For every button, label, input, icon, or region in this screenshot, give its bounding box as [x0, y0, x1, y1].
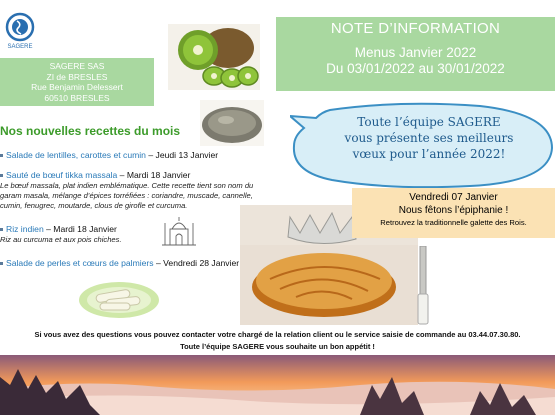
company-address-box: [0, 58, 154, 106]
company-city: 60510 BRESLES: [44, 92, 110, 103]
palm-hearts-image: [78, 270, 160, 322]
section-title: Nos nouvelles recettes du mois: [0, 124, 181, 138]
recipe-date: – Jeudi 13 Janvier: [145, 150, 219, 160]
svg-text:SAGERE: SAGERE: [7, 44, 33, 50]
recipe-name: Riz indien: [6, 224, 44, 234]
footer-greeting: Toute l’équipe SAGERE vous souhaite un bon appétit !: [180, 342, 375, 351]
event-date: Vendredi 07 Janvier: [409, 192, 498, 203]
event-subtitle: Retrouvez la traditionnelle galette des Rois.: [380, 218, 527, 227]
recipe-name: Salade de lentilles, carottes et cumin: [6, 150, 146, 160]
recipe-item: [0, 258, 239, 269]
recipe-item: [0, 150, 218, 161]
kiwi-image: [168, 24, 260, 90]
footer-message: [0, 329, 555, 353]
menu-title: Menus Janvier 2022: [354, 45, 477, 60]
recipe-date: – Vendredi 28 Janvier: [153, 258, 240, 268]
recipe-date: – Mardi 18 Janvier: [117, 170, 191, 180]
company-name: SAGERE SAS: [49, 61, 105, 71]
epiphany-event-box: [352, 188, 555, 238]
recipe-item: [0, 170, 253, 211]
recipe-name: Salade de perles et cœurs de palmiers: [6, 258, 154, 268]
winter-landscape-banner: [0, 355, 555, 415]
recipe-item: [0, 224, 122, 245]
wishes-text: Toute l’équipe SAGERE vous présente ses meilleurs vœux pour l’année 2022!: [344, 115, 514, 161]
recipe-description: Le bœuf massala, plat indien emblématique. Cette recette tient son nom du garam masala, mélange d’épices torréfiées : coriandre, muscade, cannelle, cumin, fenugrec, moutarde, clous de girofle et curcuma.: [0, 181, 254, 210]
recipe-description: Riz au curcuma et aux pois chiches.: [0, 235, 122, 244]
knife-image: [412, 246, 432, 326]
sagere-logo: [2, 12, 38, 50]
company-zone: ZI de BRESLES: [46, 71, 108, 82]
note-title: NOTE D’INFORMATION: [330, 20, 501, 37]
event-title: Nous fêtons l’épiphanie !: [398, 205, 509, 216]
seeds-image: [200, 100, 264, 146]
recipe-date: – Mardi 18 Janvier: [43, 224, 117, 234]
footer-contact: Si vous avez des questions vous pouvez contacter votre chargé de la relation client ou le service saisie de commande au 03.44.07.30.80.: [34, 330, 521, 339]
company-street: Rue Benjamin Delessert: [31, 82, 123, 92]
info-note-box: [276, 17, 555, 91]
recipe-name: Sauté de bœuf tikka massala: [6, 170, 118, 180]
menu-dates: Du 03/01/2022 au 30/01/2022: [326, 61, 505, 76]
taj-mahal-icon: [160, 213, 198, 253]
